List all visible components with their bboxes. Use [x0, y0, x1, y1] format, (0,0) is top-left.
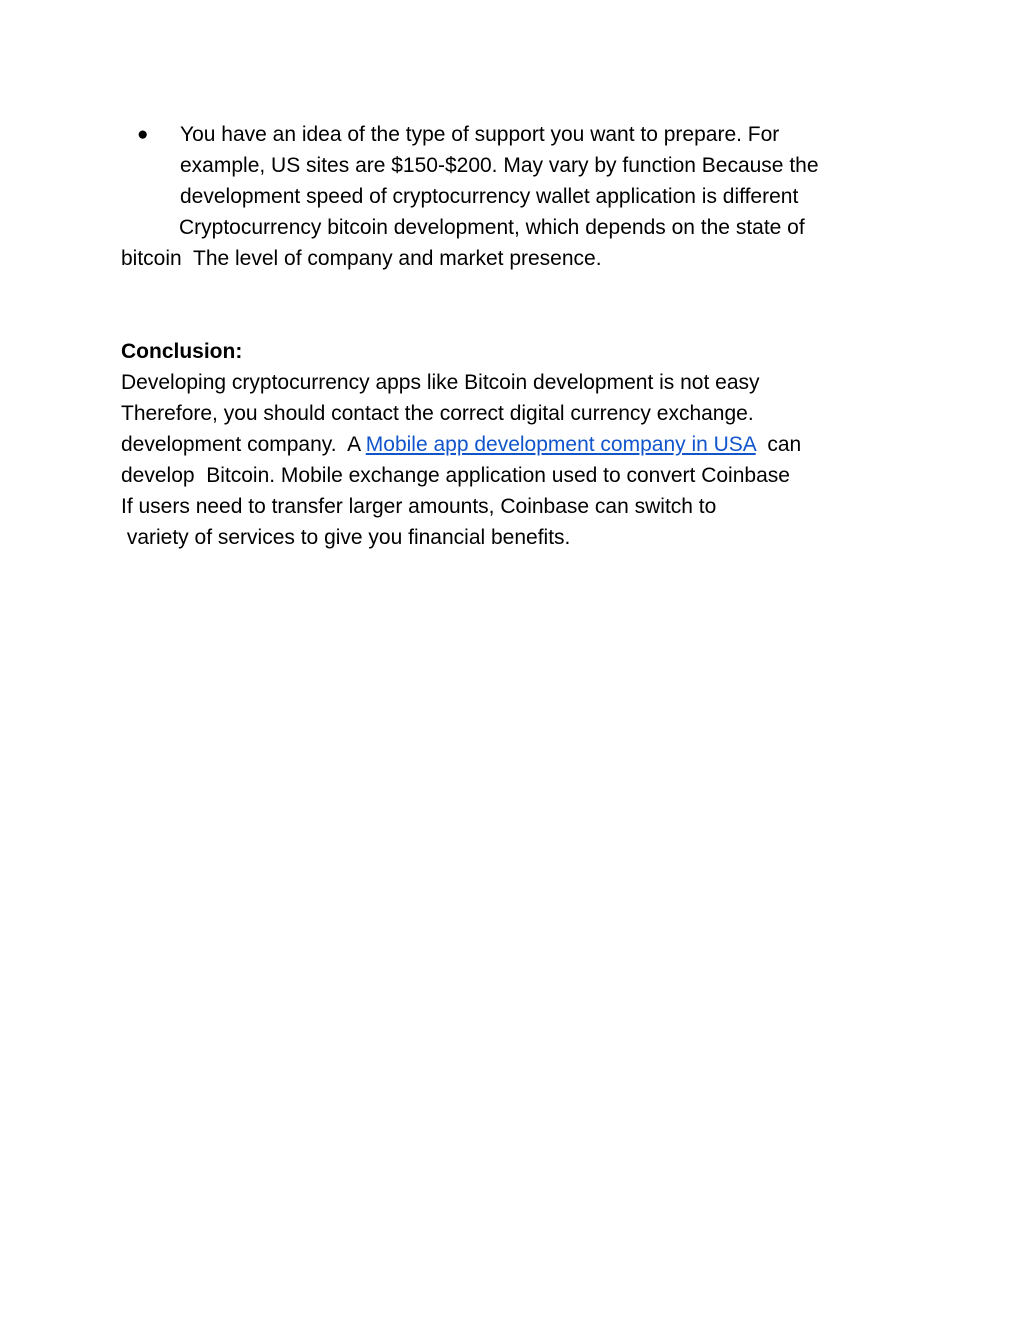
continuation-line-2: bitcoin The level of company and market presence.	[121, 247, 602, 270]
bullet-line-1: You have an idea of the type of support you want to prepare. For	[180, 123, 780, 146]
bullet-line-2: example, US sites are $150-$200. May vary by function Because the	[180, 154, 819, 177]
conclusion-line-4: develop Bitcoin. Mobile exchange application used to convert Coinbase	[121, 464, 790, 487]
bullet-marker: ●	[137, 124, 149, 145]
conclusion-line-5: If users need to transfer larger amounts, Coinbase can switch to	[121, 495, 717, 518]
conclusion-line-3	[121, 429, 801, 460]
conclusion-heading: Conclusion:	[121, 340, 243, 363]
conclusion-line-3-suffix: can	[755, 433, 802, 456]
mobile-app-company-link[interactable]: Mobile app development company in USA	[365, 433, 756, 456]
bullet-line-3: development speed of cryptocurrency wallet application is different	[180, 185, 799, 208]
conclusion-line-6: variety of services to give you financial benefits.	[121, 526, 571, 549]
conclusion-line-3-prefix: development company. A	[121, 433, 366, 456]
conclusion-line-2: Therefore, you should contact the correct digital currency exchange.	[121, 402, 754, 425]
conclusion-line-1: Developing cryptocurrency apps like Bitcoin development is not easy	[121, 371, 760, 394]
continuation-line-1: Cryptocurrency bitcoin development, which depends on the state of	[179, 216, 805, 239]
